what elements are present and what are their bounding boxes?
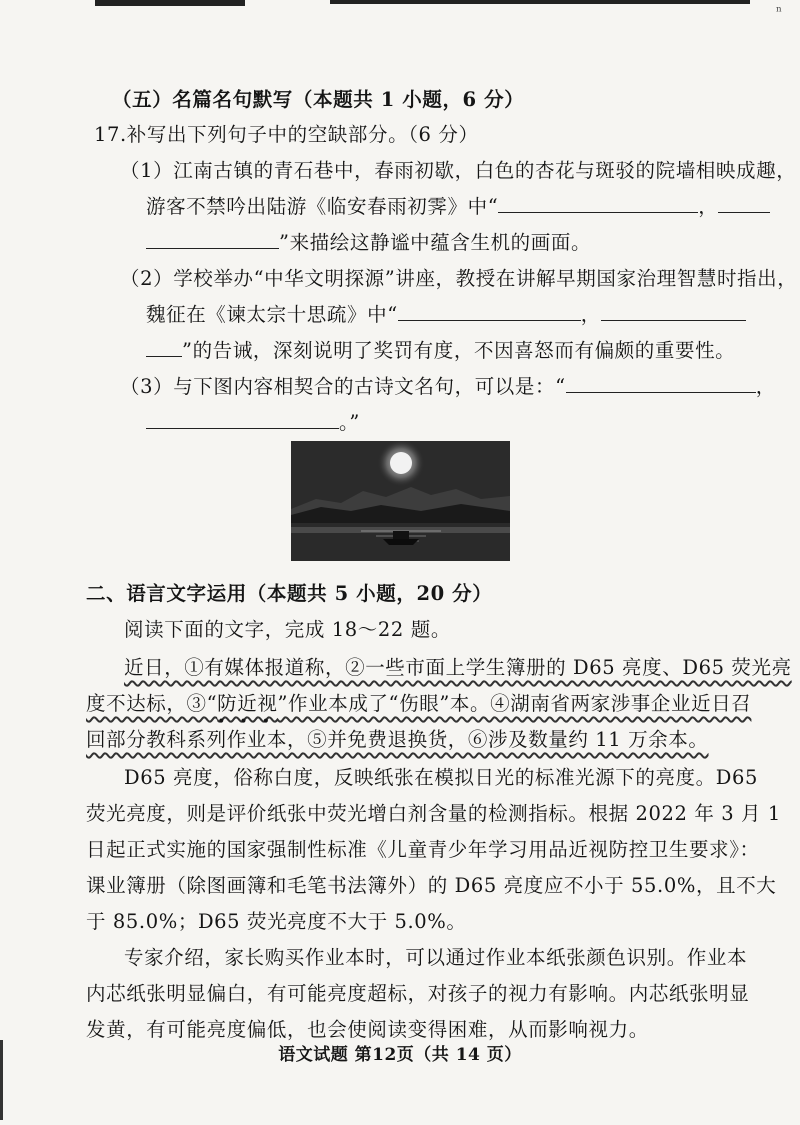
q17-item1-line2 <box>146 191 770 219</box>
answer-blank[interactable] <box>498 194 698 213</box>
q17-item1-line1: （1）江南古镇的青石巷中，春雨初歇，白色的杏花与斑驳的院墙相映成趣， <box>120 159 797 182</box>
q17-item2-line3 <box>146 335 735 363</box>
q17-item1-line3 <box>146 227 591 255</box>
q17-item3-line2 <box>146 407 360 435</box>
passage-p1-line2-end: ”作业本成了“伤眼”本。④湖南省两家涉事企业近日召 <box>277 692 752 715</box>
q17-item1-line2-text: 游客不禁吟出陆游《临安春雨初霁》中“ <box>146 195 499 218</box>
scan-edge-bottom-left <box>0 1040 3 1120</box>
q17-item3-line1-text: （3）与下图内容相契合的古诗文名句，可以是：“ <box>120 375 566 398</box>
scan-edge-right <box>330 0 750 4</box>
passage-p2-line4: 课业簿册（除图画簿和毛笔书法簿外）的 D65 亮度应不小于 55.0%，且不大 <box>86 874 777 897</box>
section2-title: 二、语言文字运用（本题共 5 小题，20 分） <box>86 582 493 605</box>
q17-item2-line1: （2）学校举办“中华文明探源”讲座，教授在讲解早期国家治理智慧时指出， <box>120 267 798 290</box>
answer-blank[interactable] <box>718 194 770 213</box>
passage-p1-line2 <box>86 688 752 730</box>
passage-p2-line2: 荧光亮度，则是评价纸张中荧光增白剂含量的检测指标。根据 2022 年 3 月 1 <box>86 802 781 825</box>
answer-blank[interactable] <box>566 374 756 393</box>
comma: ， <box>698 195 719 218</box>
passage-p3-line2: 内芯纸张明显偏白，有可能亮度超标，对孩子的视力有影响。内芯纸张明显 <box>86 982 750 1005</box>
passage-p3-line1: 专家介绍，家长购买作业本时，可以通过作业本纸张颜色识别。作业本 <box>124 946 748 969</box>
q17-item1-line3-text: ”来描绘这静谧中蕴含生机的画面。 <box>279 231 592 254</box>
q17-item2-line3-text: ”的告诫，深刻说明了奖罚有度，不因喜怒而有偏颇的重要性。 <box>182 339 736 362</box>
passage-p1-line3-text: 回部分教科系列作业本，⑤并免费退换货，⑥涉及数量约 11 万余本。 <box>86 728 709 751</box>
q17-item3-line1 <box>120 371 776 399</box>
passage-p1-line3 <box>86 724 709 752</box>
q17-item3-line2-text: 。” <box>339 411 360 434</box>
corner-mark: ⁿ <box>775 4 782 20</box>
passage-p2-line3: 日起正式实施的国家强制性标准《儿童青少年学习用品近视防控卫生要求》： <box>86 838 760 861</box>
comma: ， <box>755 375 776 398</box>
passage-p1-line1-text: 近日，①有媒体报道称，②一些市面上学生簿册的 D65 亮度、D65 荧光亮 <box>124 656 792 679</box>
q17-item2-line2-text: 魏征在《谏太宗十思疏》中“ <box>146 303 398 326</box>
page-footer: 语文试题 第12页（共 14 页） <box>278 1045 522 1065</box>
moon <box>390 452 412 474</box>
passage-p2-line1: D65 亮度，俗称白度，反映纸张在模拟日光的标准光源下的亮度。D65 <box>124 766 758 789</box>
passage-p2-line5: 于 85.0%；D65 荧光亮度不大于 5.0%。 <box>86 910 467 933</box>
passage-p1-line1 <box>124 652 792 680</box>
passage-p3-line3: 发黄，有可能亮度偏低，也会使阅读变得困难，从而影响视力。 <box>86 1018 649 1041</box>
q17-stem: 17.补写出下列句子中的空缺部分。（6 分） <box>94 123 479 146</box>
emphasis-dots: ••• <box>217 714 284 730</box>
answer-blank[interactable] <box>146 410 339 429</box>
scan-edge-left <box>95 0 245 6</box>
answer-blank[interactable] <box>398 302 581 321</box>
dotted-emphasis: 防近视 ••• <box>217 692 284 730</box>
moonlit-lake-picture <box>291 441 510 561</box>
section2-instruction: 阅读下面的文字，完成 18～22 题。 <box>124 618 451 641</box>
moonlit-lake-illustration <box>291 441 510 561</box>
comma: ， <box>580 303 601 326</box>
passage-p1-line2-start: 度不达标，③“ <box>86 692 218 715</box>
answer-blank[interactable] <box>146 230 279 249</box>
q17-item2-line2 <box>146 299 746 327</box>
answer-blank[interactable] <box>146 338 182 357</box>
section5-title: （五）名篇名句默写（本题共 1 小题，6 分） <box>112 88 525 111</box>
answer-blank[interactable] <box>601 302 746 321</box>
